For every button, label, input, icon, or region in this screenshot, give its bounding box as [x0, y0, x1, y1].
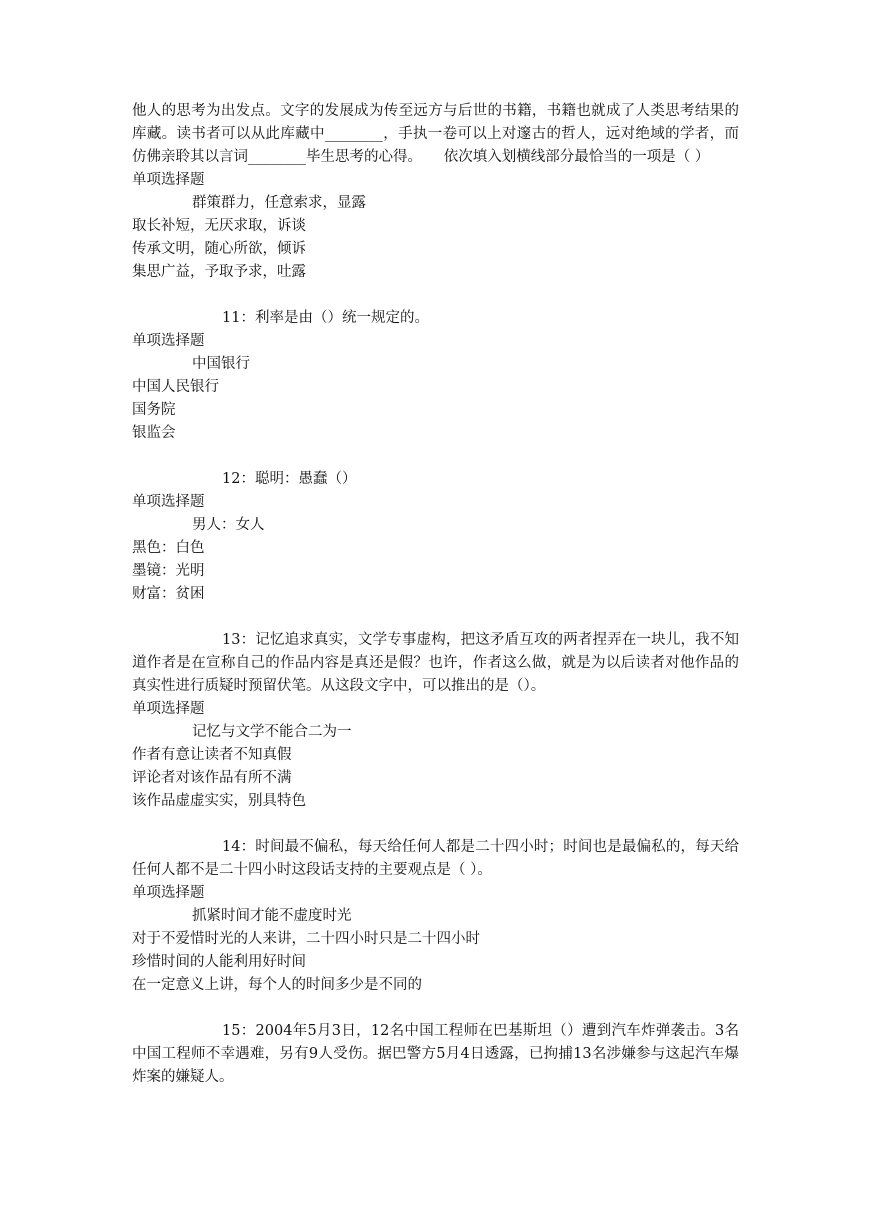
- spacer: [132, 284, 739, 307]
- option-b: 中国人民银行: [132, 379, 219, 395]
- option-d: 银监会: [132, 425, 176, 441]
- question-stem-11: 11：利率是由（）统一规定的。: [222, 310, 429, 326]
- option-b: 作者有意让读者不知真假: [132, 747, 292, 763]
- option-a: 抓紧时间才能不虚度时光: [192, 908, 352, 924]
- option-c: 国务院: [132, 402, 176, 418]
- option-a: 群策群力，任意索求，显露: [192, 195, 366, 211]
- question-type-label: 单项选择题: [132, 494, 205, 510]
- option-c: 传承文明，随心所欲，倾诉: [132, 241, 306, 257]
- option-b: 黑色：白色: [132, 540, 205, 556]
- question-stem-13: 13：记忆追求真实，文学专事虚构，把这矛盾互攻的两者捏弄在一块儿，我不知道作者是在宣称自己的作品内容是真还是假？也许，作者这么做，就是为以后读者对他作品的真实性进行质疑时预留伏笔。从这段文字中，可以推出的是（）。: [132, 632, 739, 694]
- option-a: 记忆与文学不能合二为一: [192, 724, 352, 740]
- document-page: [132, 100, 739, 1089]
- question-stem-10: 他人的思考为出发点。文字的发展成为传至远方与后世的书籍，书籍也就成了人类思考结果的库藏。读书者可以从此库藏中________，手执一卷可以上对邃古的哲人，远对绝域的学者，而仿佛亲聆其以言词________毕生思考的心得。 依次填入划横线部分最恰当的一项是（ ）: [132, 103, 739, 165]
- question-type-label: 单项选择题: [132, 701, 205, 717]
- question-stem-12: 12：聪明：愚蠢（）: [222, 471, 357, 487]
- option-c: 评论者对该作品有所不满: [132, 770, 292, 786]
- option-c: 珍惜时间的人能利用好时间: [132, 954, 306, 970]
- option-d: 在一定意义上讲，每个人的时间多少是不同的: [132, 977, 422, 993]
- option-d: 集思广益，予取予求，吐露: [132, 264, 306, 280]
- spacer: [132, 606, 739, 629]
- question-type-label: 单项选择题: [132, 333, 205, 349]
- question-type-label: 单项选择题: [132, 172, 205, 188]
- option-b: 取长补短，无厌求取，诉谈: [132, 218, 306, 234]
- spacer: [132, 997, 739, 1020]
- question-stem-15: 15：2004年5月3日，12名中国工程师在巴基斯坦（）遭到汽车炸弹袭击。3名中国工程师不幸遇难，另有9人受伤。据巴警方5月4日透露，已拘捕13名涉嫌参与这起汽车爆炸案的嫌疑人。: [132, 1023, 739, 1085]
- option-a: 男人：女人: [192, 517, 265, 533]
- spacer: [132, 813, 739, 836]
- option-a: 中国银行: [192, 356, 250, 372]
- option-c: 墨镜：光明: [132, 563, 205, 579]
- option-d: 该作品虚虚实实，别具特色: [132, 793, 306, 809]
- option-d: 财富：贫困: [132, 586, 205, 602]
- question-type-label: 单项选择题: [132, 885, 205, 901]
- question-stem-14: 14：时间最不偏私，每天给任何人都是二十四小时；时间也是最偏私的，每天给任何人都不是二十四小时这段话支持的主要观点是（ ）。: [132, 839, 739, 878]
- spacer: [132, 445, 739, 468]
- option-b: 对于不爱惜时光的人来讲，二十四小时只是二十四小时: [132, 931, 480, 947]
